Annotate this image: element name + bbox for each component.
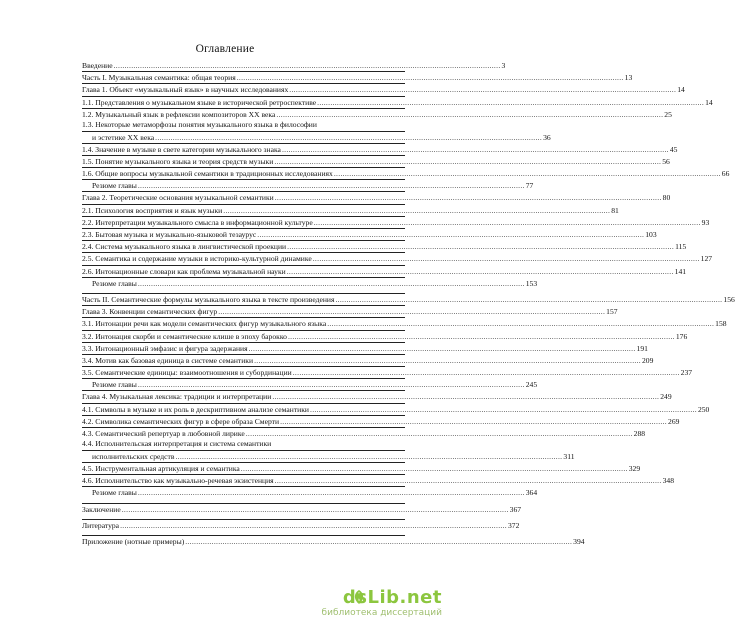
- toc-entry-title: Глава 4. Музыкальная лексика: традиции и интерпретации: [82, 392, 272, 402]
- toc-dot-leader: [223, 205, 610, 216]
- toc-entry: [82, 265, 687, 277]
- toc-page-number: 329: [628, 464, 641, 473]
- toc-entry-title: 1.3. Некоторые метаморфозы понятия музыкального языка в философии: [82, 119, 317, 129]
- toc-page-number: 127: [700, 254, 713, 264]
- toc-entry-title: Резюме главы: [92, 181, 137, 191]
- toc-dot-leader: [275, 192, 662, 203]
- toc-entry-title: Глава 3. Конвенции семантических фигур: [82, 307, 218, 317]
- toc-entry: [82, 252, 713, 264]
- toc-entry-title: 4.1. Символы в музыке и их роль в дескриптивном анализе семантики: [82, 404, 309, 414]
- toc-entry: [82, 131, 551, 143]
- toc-dot-leader: [185, 536, 572, 547]
- toc-page-number: 14: [677, 85, 685, 95]
- toc-page-number: 249: [660, 392, 672, 402]
- watermark-tagline: библиотека диссертаций: [321, 608, 442, 618]
- toc-entry-title: 4.6. Исполнительство как музыкально-речевая экзистенция: [82, 476, 274, 486]
- toc-page-number: 367: [509, 504, 522, 514]
- toc-entry-title: и эстетике XX века: [92, 132, 155, 142]
- toc-dot-leader: [254, 355, 641, 366]
- toc-entry: [82, 179, 534, 191]
- toc-entry: [82, 317, 727, 329]
- toc-entry: [82, 83, 685, 95]
- toc-page-number: 250: [697, 404, 710, 414]
- toc-entry: [82, 366, 693, 378]
- toc-dot-leader: [274, 156, 661, 167]
- watermark: [302, 587, 442, 623]
- toc-page-number: 13: [624, 73, 633, 83]
- toc-page-number: 66: [721, 169, 730, 179]
- toc-entry-title: Глава 1. Объект «музыкальный язык» в научных исследованиях: [82, 85, 289, 95]
- toc-entry-title: 2.2. Интерпретации музыкального смысла в информационной культуре: [82, 217, 313, 227]
- toc-entry: [82, 378, 538, 390]
- toc-dot-leader: [275, 475, 662, 486]
- toc-dot-leader: [138, 278, 525, 289]
- toc-entry: [82, 108, 672, 120]
- toc-dot-leader: [138, 379, 525, 390]
- toc-page-number: 77: [525, 181, 534, 191]
- toc-dot-leader: [122, 504, 509, 515]
- toc-dot-leader: [289, 84, 676, 95]
- toc-dot-leader: [155, 132, 542, 143]
- toc-entry-title: 3.5. Семантические единицы: взаимоотношения и субординации: [82, 368, 292, 378]
- toc-entry-title: 3.4. Мотив как базовая единица в системе семантики: [82, 355, 254, 365]
- toc-page-number: 269: [668, 416, 680, 426]
- toc-page-number: 372: [508, 520, 520, 530]
- toc-page-number: 209: [642, 355, 654, 365]
- toc-entry: [82, 427, 646, 439]
- table-of-contents: [82, 60, 735, 547]
- toc-entry-title: Глава 2. Теоретические основания музыкальной семантики: [82, 193, 274, 203]
- toc-entry-title: 4.5. Инструментальная артикуляция и семантика: [82, 464, 240, 473]
- toc-dot-leader: [317, 97, 704, 108]
- toc-entry: [82, 474, 674, 486]
- toc-page-number: 156: [723, 294, 735, 304]
- toc-page-number: 56: [662, 156, 670, 166]
- toc-entry: [82, 216, 710, 228]
- toc-entry-title: Резюме главы: [92, 488, 137, 498]
- toc-entry: [82, 415, 680, 427]
- toc-entry: [82, 503, 522, 515]
- toc-entry-title: 2.4. Система музыкального языка в лингвистической проекции: [82, 242, 287, 252]
- toc-entry-title: 2.6. Интонационные словари как проблема музыкальной науки: [82, 266, 286, 276]
- toc-dot-leader: [272, 391, 659, 402]
- page-title: Оглавление: [195, 43, 255, 55]
- toc-dot-leader: [280, 416, 667, 427]
- toc-dot-leader: [313, 253, 700, 264]
- toc-entry-title: 1.1. Представления о музыкальном языке в исторической ретроспективе: [82, 97, 317, 107]
- toc-dot-leader: [241, 463, 628, 474]
- toc-entry-title: 1.5. Понятие музыкального языка и теория средств музыки: [82, 156, 274, 166]
- toc-page-number: 93: [701, 217, 710, 227]
- toc-entry: [82, 293, 735, 305]
- toc-entry: [82, 450, 575, 462]
- toc-page-number: 157: [606, 307, 618, 317]
- toc-entry: [82, 535, 585, 547]
- toc-page-number: 237: [680, 368, 693, 378]
- toc-dot-leader: [114, 60, 501, 71]
- toc-page-number: 245: [525, 380, 538, 390]
- toc-entry: [82, 403, 710, 415]
- toc-dot-leader: [246, 428, 633, 439]
- toc-dot-leader: [138, 180, 525, 191]
- toc-page-number: 364: [525, 488, 538, 498]
- toc-dot-leader: [175, 451, 562, 462]
- toc-page-number: 80: [662, 193, 671, 203]
- toc-dot-leader: [237, 72, 624, 83]
- toc-entry-title: исполнительских средств: [92, 451, 175, 461]
- toc-entry-title: Резюме главы: [92, 380, 137, 390]
- toc-entry: [82, 120, 405, 131]
- toc-entry-title: Литература: [82, 520, 120, 530]
- toc-entry-title: Приложение (нотные примеры): [82, 536, 185, 546]
- toc-entry-title: 4.4. Исполнительская интерпретация и система семантики: [82, 439, 272, 449]
- toc-dot-leader: [249, 343, 636, 354]
- toc-entry-title: 4.3. Семантический репертуар в любовной лирике: [82, 429, 245, 439]
- toc-dot-leader: [282, 144, 669, 155]
- toc-dot-leader: [327, 318, 714, 329]
- toc-entry: [82, 228, 657, 240]
- toc-page-number: 191: [636, 343, 648, 353]
- toc-entry: [82, 519, 520, 531]
- toc-page-number: 348: [662, 476, 674, 486]
- toc-dot-leader: [120, 520, 507, 531]
- toc-entry-title: Резюме главы: [92, 278, 137, 288]
- toc-entry-title: 2.1. Психология восприятия и язык музыки: [82, 205, 223, 215]
- toc-entry-title: 3.1. Интонации речи как модели семантических фигур музыкального языка: [82, 319, 327, 329]
- toc-entry: [82, 143, 678, 155]
- toc-entry: [82, 191, 671, 203]
- toc-entry-title: 2.5. Семантика и содержание музыки в историко-культурной динамике: [82, 254, 312, 264]
- toc-dot-leader: [138, 487, 525, 498]
- watermark-logo: dsLib.net: [342, 587, 442, 608]
- toc-dot-leader: [218, 306, 605, 317]
- toc-entry: [82, 277, 538, 289]
- toc-entry-title: Часть I. Музыкальная семантика: общая теория: [82, 73, 236, 83]
- toc-page-number: 288: [633, 429, 646, 439]
- toc-entry: [82, 330, 688, 342]
- toc-page-number: 115: [675, 242, 687, 252]
- toc-entry-title: Введение: [82, 61, 113, 70]
- toc-dot-leader: [257, 229, 644, 240]
- toc-dot-leader: [314, 217, 701, 228]
- toc-dot-leader: [335, 294, 722, 305]
- toc-dot-leader: [310, 404, 697, 415]
- toc-entry-title: 1.6. Общие вопросы музыкальной семантики в традиционных исследованиях: [82, 169, 333, 179]
- toc-entry: [82, 342, 648, 354]
- toc-entry: [82, 240, 687, 252]
- toc-entry-title: Заключение: [82, 504, 121, 514]
- toc-entry: [82, 439, 405, 450]
- toc-entry: [82, 96, 713, 108]
- toc-page-number: 176: [675, 331, 688, 341]
- toc-dot-leader: [334, 168, 721, 179]
- toc-entry: [82, 354, 654, 366]
- toc-entry-title: 2.3. Бытовая музыка и музыкально-языковой тезаурус: [82, 230, 257, 240]
- toc-page-number: 36: [543, 132, 551, 142]
- toc-page-number: 311: [563, 451, 575, 461]
- toc-page-number: 81: [611, 205, 619, 215]
- toc-page-number: 25: [664, 109, 672, 119]
- toc-page-number: 14: [705, 97, 713, 107]
- toc-page-number: 394: [573, 536, 585, 546]
- toc-dot-leader: [293, 367, 680, 378]
- toc-entry: [82, 486, 538, 498]
- toc-dot-leader: [288, 331, 675, 342]
- toc-entry-title: 3.3. Интонационный эмфазис и фигура задержания: [82, 343, 248, 353]
- toc-entry: [82, 462, 641, 474]
- toc-entry-title: 1.4. Значение в музыке в свете категории музыкального знака: [82, 144, 281, 154]
- toc-entry-title: 3.2. Интонация скорби и семантические клише в эпоху барокко: [82, 331, 287, 341]
- toc-entry: [82, 71, 633, 83]
- toc-entry: [82, 155, 670, 167]
- toc-entry: [82, 305, 618, 317]
- toc-entry-title: 4.2. Символика семантических фигур в сфере образа Смерти: [82, 416, 280, 426]
- toc-dot-leader: [276, 109, 663, 120]
- toc-entry-title: Часть II. Семантические формулы музыкального языка в тексте произведения: [82, 294, 335, 304]
- toc-dot-leader: [287, 241, 674, 252]
- toc-page-number: 103: [645, 230, 657, 240]
- toc-entry: [82, 390, 672, 402]
- toc-page-number: 158: [715, 319, 727, 329]
- toc-page-number: 3: [501, 61, 506, 70]
- toc-entry: [82, 60, 506, 71]
- toc-dot-leader: [287, 266, 674, 277]
- toc-entry: [82, 204, 619, 216]
- toc-entry-title: 1.2. Музыкальный язык в рефлексии композиторов XX века: [82, 109, 276, 119]
- toc-page-number: 141: [674, 266, 687, 276]
- toc-page-number: 153: [525, 278, 538, 288]
- toc-entry: [82, 167, 730, 179]
- toc-page-number: 45: [669, 144, 678, 154]
